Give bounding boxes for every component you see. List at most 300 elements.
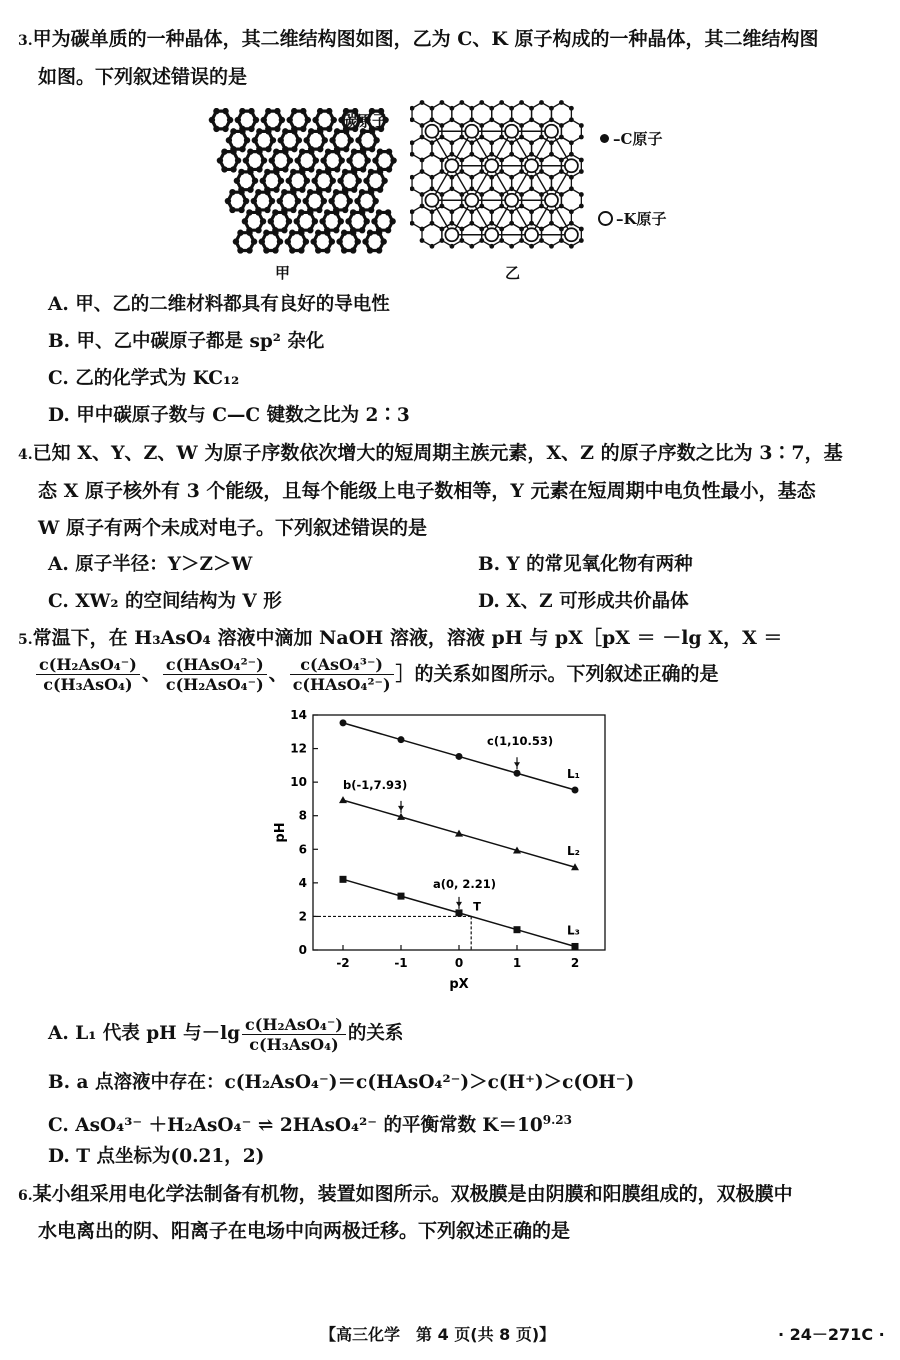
carbon-atom [317,128,323,134]
carbon-atom [253,117,259,123]
carbon-atom [237,247,243,253]
caption-yi: 乙 [505,264,521,282]
carbon-atom [274,108,280,114]
q3-number: 3. [18,33,33,49]
carbon-atom [325,148,331,154]
footer-code: · 24－271C · [778,1325,885,1344]
carbon-atom [285,238,291,244]
c-atom [459,204,464,209]
series-label: L₂ [567,844,580,859]
carbon-atom [308,148,314,154]
q5-option-a-frac [242,1015,346,1054]
data-point [398,736,405,743]
carbon-atom [300,108,306,114]
c-atom [459,238,464,243]
c-atom [539,135,544,140]
c-atom [549,175,554,180]
c-atom [489,152,494,157]
carbon-atom [237,230,243,236]
c-atom [499,238,504,243]
carbon-atom [291,146,297,152]
carbon-atom [364,218,370,224]
c-atom [449,106,454,111]
carbon-atom [230,148,236,154]
c-atom [430,244,435,249]
c-atom [499,100,504,105]
data-point [514,926,521,933]
carbon-atom [299,186,305,192]
carbon-atom [372,157,378,163]
carbon-atom [324,230,330,236]
carbon-atom [235,117,241,123]
carbon-atom [213,108,219,114]
k-atom [505,125,518,138]
carbon-atom [248,108,254,114]
q4-option-d: D. X、Z 可形成共价晶体 [478,591,689,612]
carbon-atom [277,198,283,204]
carbon-atom [324,209,330,215]
carbon-atom [303,238,309,244]
carbon-atom [296,137,302,143]
c-atom [509,106,514,111]
carbon-atom [321,198,327,204]
caption-jia: 甲 [275,264,291,282]
series-label: L₁ [567,767,580,782]
q5-frac1-den: c(H₃AsO₄) [43,674,133,694]
c-atom [440,100,445,105]
carbon-atom [351,186,357,192]
y-tick-label: 10 [290,775,307,790]
q4-text1: 已知 X、Y、Z、W 为原子序数依次增大的短周期主族元素，X、Z 的原子序数之比为 3∶7，基 [32,442,843,464]
c-atom [449,244,454,249]
q4-option-b: B. Y 的常见氧化物有两种 [478,554,693,575]
carbon-atom [242,218,248,224]
carbon-atom [307,209,313,215]
x-axis-label: pX [449,977,469,992]
k-atom [465,125,478,138]
c-atom [449,209,454,214]
carbon-atom [334,166,340,172]
data-point [340,876,347,883]
carbon-atom [386,148,392,154]
c-atom [559,192,564,197]
carbon-atom [225,198,231,204]
carbon-atom [386,166,392,172]
carbon-atom [364,157,370,163]
c-atom [479,158,484,163]
c-atom [559,227,564,232]
c-atom [569,117,574,122]
carbon-atom [317,108,323,114]
carbon-atom [308,128,314,134]
carbon-atom [311,178,317,184]
carbon-atom [291,128,297,134]
q5-option-d: D. T 点坐标为(0.21，2) [48,1146,265,1167]
carbon-atom [377,169,383,175]
c-atom [549,244,554,249]
c-atom-legend-text: C原子 [620,130,663,148]
carbon-atom [342,189,348,195]
carbon-atom-label: 碳原子 [342,112,388,130]
q5-option-c-post: 2HAsO₄²⁻ 的平衡常数 K＝10 [273,1115,543,1137]
carbon-atom [338,218,344,224]
carbon-atom [324,247,330,253]
c-atom [489,221,494,226]
c-atom [519,238,524,243]
k-atom-circle-icon [598,211,613,226]
c-atom [440,123,445,128]
carbon-atom [331,117,337,123]
carbon-atom [234,178,240,184]
carbon-atom [359,209,365,215]
carbon-atom [359,189,365,195]
k-atom [565,159,578,172]
carbon-atom [238,169,244,175]
c-atom [489,140,494,145]
carbon-atom [315,230,321,236]
carbon-atom [251,198,257,204]
carbon-atom [341,230,347,236]
c-atom [539,100,544,105]
c-atom [489,244,494,249]
k-atom [425,194,438,207]
carbon-atom [376,247,382,253]
c-atom [529,209,534,214]
c-atom [559,204,564,209]
carbon-atom [299,169,305,175]
data-point [456,753,463,760]
carbon-atom [281,209,287,215]
q5-option-a [48,1010,403,1058]
carbon-atom [222,108,228,114]
c-atom [559,100,564,105]
c-atom [449,152,454,157]
carbon-atom [312,117,318,123]
c-atom [549,152,554,157]
carbon-atom [246,209,252,215]
c-atom [489,117,494,122]
t-point-label: T [473,899,482,914]
carbon-atom [369,146,375,152]
carbon-atom [317,146,323,152]
c-atom [499,169,504,174]
carbon-atom [239,108,245,114]
c-atom [499,158,504,163]
c-atom [469,117,474,122]
c-atom [489,106,494,111]
carbon-atom [316,189,322,195]
carbon-atom [252,178,258,184]
carbon-atom [308,166,314,172]
c-atom [549,221,554,226]
data-point [572,943,579,950]
c-atom [539,227,544,232]
carbon-atom [281,227,287,233]
carbon-atom [377,186,383,192]
k-atom [465,194,478,207]
c-atom [489,175,494,180]
c-atom [519,100,524,105]
c-atom [549,186,554,191]
carbon-atom [273,186,279,192]
carbon-atom [226,137,232,143]
equilibrium-arrow-icon: ⇌ [257,1115,274,1137]
c-atom [539,123,544,128]
q5-sep1: 、 [141,663,161,685]
k-atom-legend-text: K原子 [623,210,667,228]
carbon-atom [247,186,253,192]
kc-figure [410,100,590,250]
carbon-atom [248,126,254,132]
q6-number: 6. [18,1188,33,1204]
carbon-atom [261,117,267,123]
carbon-atom [342,169,348,175]
carbon-atom [272,230,278,236]
x-tick-label: -1 [394,956,408,970]
c-atom [509,152,514,157]
c-atom [539,169,544,174]
carbon-atom [305,117,311,123]
c-atom [469,152,474,157]
k-atom [525,228,538,241]
carbon-atom [339,157,345,163]
carbon-atom [286,117,292,123]
c-atom [479,238,484,243]
c-atom [569,106,574,111]
carbon-atom [264,189,270,195]
carbon-atom [290,207,296,213]
c-atom [440,227,445,232]
carbon-atom [355,238,361,244]
carbon-atom [354,198,360,204]
carbon-atom [255,227,261,233]
c-atom [479,192,484,197]
c-atom [509,221,514,226]
q5-option-a-post: 的关系 [347,1023,404,1044]
c-atom [509,244,514,249]
carbon-atom [244,137,250,143]
carbon-atom [360,166,366,172]
carbon-atom [294,218,300,224]
c-atom [479,204,484,209]
annotation-arrowhead [398,806,404,811]
c-atom [579,135,584,140]
c-atom [420,204,425,209]
c-atom [420,135,425,140]
carbon-atom [350,230,356,236]
carbon-atom [230,166,236,172]
carbon-atom [303,137,309,143]
carbon-atom [348,137,354,143]
c-atom [559,123,564,128]
q5-text1: 常温下，在 H₃AsO₄ 溶液中滴加 NaOH 溶液，溶液 pH 与 pX［pX ＝ －lg X，X ＝ [32,627,783,649]
c-atom [509,117,514,122]
c-atom [430,175,435,180]
c-atom [539,238,544,243]
data-point [572,787,579,794]
c-atom [559,135,564,140]
carbon-atom [246,230,252,236]
c-atom [469,244,474,249]
annotation-label: a(0, 2.21) [433,876,497,891]
carbon-atom [265,108,271,114]
carbon-atom [238,189,244,195]
carbon-atom [310,238,316,244]
c-atom [579,204,584,209]
c-atom [449,140,454,145]
carbon-atom [376,230,382,236]
carbon-atom [315,247,321,253]
c-atom [529,221,534,226]
carbon-atom [385,209,391,215]
c-atom [420,227,425,232]
y-tick-label: 14 [290,708,307,722]
c-atom [549,106,554,111]
carbon-atom [390,157,396,163]
carbon-atom [252,137,258,143]
q3-text1: 甲为碳单质的一种晶体，其二维结构图如图，乙为 C、K 原子构成的一种晶体，其二维结构图 [32,28,819,50]
carbon-atom [247,169,253,175]
carbon-atom [307,189,313,195]
q3-option-c: C. 乙的化学式为 KC₁₂ [48,368,240,389]
c-atom [499,192,504,197]
c-atom [519,123,524,128]
c-atom [579,192,584,197]
carbon-atom [372,198,378,204]
c-atom [509,140,514,145]
carbon-atom [367,230,373,236]
c-atom [469,186,474,191]
c-atom [479,135,484,140]
c-atom [430,117,435,122]
q3-option-d: D. 甲中碳原子数与 C—C 键数之比为 2∶3 [48,405,410,426]
carbon-atom [322,137,328,143]
c-atom [459,123,464,128]
q6-text1: 某小组采用电化学法制备有机物，装置如图所示。双极膜是由阴膜和阳膜组成的，双极膜中 [32,1183,793,1205]
data-point [339,796,347,803]
carbon-atom [229,207,235,213]
carbon-atom [389,218,395,224]
carbon-atom [251,238,257,244]
carbon-atom [230,128,236,134]
c-atom [479,227,484,232]
carbon-atom [302,198,308,204]
x-tick-label: 1 [512,956,522,970]
k-atom [425,125,438,138]
carbon-atom [337,178,343,184]
q5-option-c [48,1107,572,1139]
q5-frac2-den: c(H₂AsO₄⁻) [165,674,264,694]
carbon-atom [336,238,342,244]
carbon-atom [282,166,288,172]
c-atom [459,192,464,197]
q5-option-a-num: c(H₂AsO₄⁻) [242,1015,346,1035]
c-atom [469,209,474,214]
q5-frac1 [36,655,140,694]
data-point [340,719,347,726]
carbon-atom [316,169,322,175]
carbon-atom [346,157,352,163]
c-atom [529,140,534,145]
c-atom [420,123,425,128]
carbon-atom [290,169,296,175]
x-tick-label: 0 [454,956,464,970]
q5-line1 [18,625,782,653]
carbon-atom [260,178,266,184]
c-atom [440,158,445,163]
c-atom [469,140,474,145]
carbon-atom [229,189,235,195]
c-atom [440,169,445,174]
q5-option-a-pre: A. L₁ 代表 pH 与－lg [48,1023,241,1044]
k-atom [485,159,498,172]
c-atom [430,221,435,226]
carbon-atom [298,230,304,236]
c-atom [499,227,504,232]
q5-number: 5. [18,632,33,648]
q5-frac1-num: c(H₂AsO₄⁻) [36,655,140,675]
carbon-atom [298,209,304,215]
carbon-atom [289,230,295,236]
carbon-atom [373,137,379,143]
data-point [398,893,405,900]
carbon-atom [333,189,339,195]
y-tick-label: 0 [298,943,307,957]
carbon-atom [307,227,313,233]
carbon-atom [282,128,288,134]
carbon-atom [268,218,274,224]
c-atom [459,100,464,105]
c-atom [430,140,435,145]
q3-option-b: B. 甲、乙中碳原子都是 sp² 杂化 [48,331,325,352]
q5-option-c-pre: C. AsO₄³⁻ ＋H₂AsO₄⁻ [48,1115,258,1137]
carbon-atom [313,157,319,163]
q5-frac2-num: c(HAsO₄²⁻) [163,655,267,675]
carbon-atom [343,146,349,152]
carbon-atom [362,238,368,244]
c-atom [579,169,584,174]
c-atom [559,238,564,243]
c-atom [569,209,574,214]
c-atom [430,209,435,214]
carbon-atom [289,247,295,253]
c-atom [430,186,435,191]
carbon-atom [330,178,336,184]
c-atom [529,244,534,249]
q5-frac3-den: c(HAsO₄²⁻) [292,674,391,694]
q4-line1 [18,440,843,468]
c-atom [440,192,445,197]
carbon-atom [233,238,239,244]
carbon-atom [282,148,288,154]
q4-line2: 态 X 原子核外有 3 个能级，且每个能级上电子数相等，Y 元素在短周期中电负性最小，基态 [38,480,816,502]
c-atom [569,152,574,157]
c-atom [549,209,554,214]
carbon-atom [221,148,227,154]
carbon-atom [272,209,278,215]
series-label: L₃ [567,923,580,938]
q4-option-a: A. 原子半径：Y＞Z＞W [48,554,253,575]
carbon-atom [269,198,275,204]
carbon-atom [325,186,331,192]
carbon-atom [274,126,280,132]
carbon-atom [355,137,361,143]
carbon-atom [294,157,300,163]
carbon-atom [243,198,249,204]
carbon-atom [326,108,332,114]
carbon-atom [319,218,325,224]
q5-line2 [34,652,719,696]
